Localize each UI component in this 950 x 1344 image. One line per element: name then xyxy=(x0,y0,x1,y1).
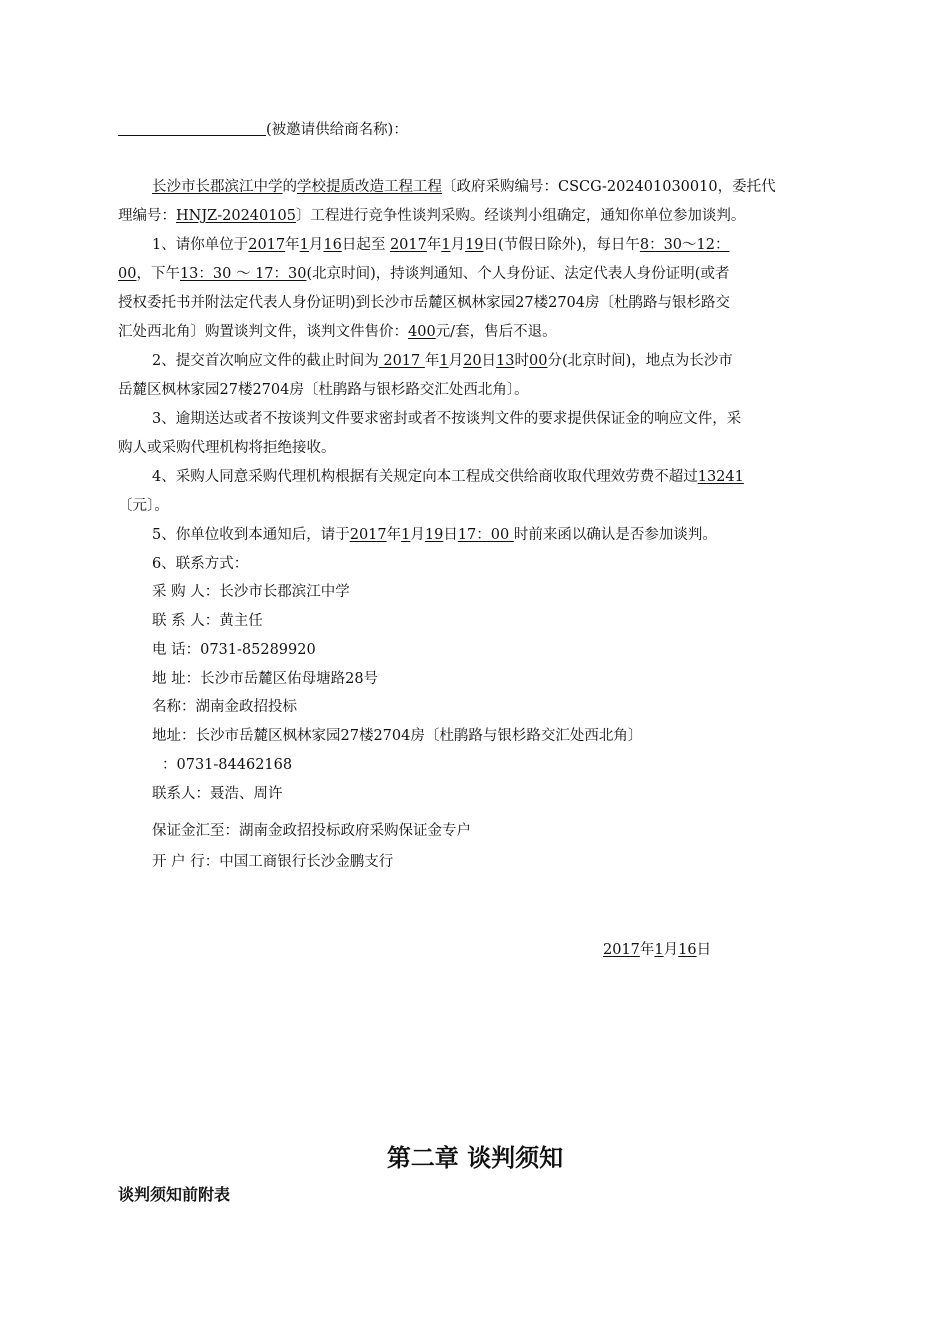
date-month: 1 xyxy=(439,353,449,369)
item-text: 日起至 xyxy=(341,237,390,253)
contact-person: 联 系 人：黄主任 xyxy=(152,613,263,629)
addressee-blank xyxy=(118,121,266,136)
item-text: 月 xyxy=(410,527,425,543)
date-text: 月 xyxy=(663,942,679,958)
contact-purchaser: 采 购 人：长沙市长郡滨江中学 xyxy=(152,584,350,600)
agency-address: 地址：长沙市岳麓区枫林家园27楼2704房〔杜鹃路与银杉路交汇处西北角〕 xyxy=(152,728,643,744)
date-year: 2017 xyxy=(603,942,640,958)
item-text: 日(节假日除外)，每日午 xyxy=(483,237,640,253)
item-text: 1、请你单位于 xyxy=(152,237,249,253)
item6-line: 6、联系方式： xyxy=(152,556,249,572)
time-range: 00 xyxy=(118,266,137,282)
item-text: 月 xyxy=(450,237,466,253)
agency-fee: 13241 xyxy=(697,469,744,485)
item3-line-1: 3、逾期送达或者不按谈判文件要求密封或者不按谈判文件的要求提供保证金的响应文件，采 xyxy=(152,411,742,427)
item-text: 时 xyxy=(514,353,529,369)
item-text: 时前来函以确认是否参加谈判。 xyxy=(513,527,717,543)
time-hour: 13 xyxy=(496,353,515,369)
date-day: 20 xyxy=(463,353,482,369)
date-text: 日 xyxy=(696,942,712,958)
contact-phone: 0731-85289920 xyxy=(200,642,316,658)
item1-line-3: 授权委托书并附法定代表人身份证明)到长沙市岳麓区枫林家园27楼2704房〔杜鹃路与银杉路交 xyxy=(118,295,731,311)
agency-phone: ：0731-84462168 xyxy=(162,757,293,773)
intro-line-2 xyxy=(118,202,838,231)
date-text: 年 xyxy=(639,942,655,958)
item-text: 日 xyxy=(443,527,458,543)
item-text: 汇处西北角〕购置谈判文件，谈判文件售价： xyxy=(118,324,408,340)
agency-number: HNJZ-20240105 xyxy=(176,208,296,224)
agency-contact: 联系人：聂浩、周许 xyxy=(152,786,283,802)
date-month: 1 xyxy=(299,237,309,253)
item-text: 2、提交首次响应文件的截止时间为 xyxy=(152,353,379,369)
item-text: 年 xyxy=(424,353,440,369)
time-range: 13：30 ～ 17：30 xyxy=(179,266,307,282)
item-text: 年 xyxy=(426,237,442,253)
agency-name: 名称：湖南金政招投标 xyxy=(152,699,297,715)
date-day: 19 xyxy=(424,527,444,543)
item-text: 元/套，售后不退。 xyxy=(435,324,557,340)
item4-line-1 xyxy=(152,463,872,492)
item1-line-2 xyxy=(118,260,838,289)
date-day: 16 xyxy=(678,942,697,958)
contact-address: 地 址：长沙市岳麓区佑母塘路28号 xyxy=(152,671,379,687)
section-title: 谈判须知前附表 xyxy=(118,1185,231,1204)
project-name: 学校提质改造工程工程 xyxy=(297,179,442,195)
item1-line-4 xyxy=(118,318,838,347)
addressee-line xyxy=(118,116,838,145)
letter-date xyxy=(603,936,711,965)
item-text: 月 xyxy=(448,353,464,369)
intro-line-1 xyxy=(152,173,872,202)
date-year: 2017 xyxy=(248,237,286,253)
contact-phone-line xyxy=(152,636,872,665)
time-minute: 00 xyxy=(529,353,548,369)
intro-text: 〕工程进行竞争性谈判采购。经谈判小组确定，通知你单位参加谈判。 xyxy=(295,208,746,224)
document-price: 400 xyxy=(408,324,436,340)
time-range: 8：30～12： xyxy=(639,237,730,253)
date-month: 1 xyxy=(654,942,664,958)
date-year: 2017 xyxy=(349,527,387,543)
deposit-account: 保证金汇至：湖南金政招投标政府采购保证金专户 xyxy=(152,823,471,839)
date-year: 2017 xyxy=(389,237,427,253)
item-text: (北京时间)，持谈判通知、个人身份证、法定代表人身份证明(或者 xyxy=(306,266,730,282)
item-text: 分(北京时间)，地点为长沙市 xyxy=(547,353,733,369)
item2-line-1 xyxy=(152,347,872,376)
date-year: 2017 xyxy=(378,353,425,369)
addressee-suffix: (被邀请供给商名称)： xyxy=(266,122,408,138)
item-text: 5、你单位收到本通知后，请于 xyxy=(152,527,350,543)
item2-line-2: 岳麓区枫林家园27楼2704房〔杜鹃路与银杉路交汇处西北角〕。 xyxy=(118,382,529,398)
item-text: 日 xyxy=(481,353,497,369)
intro-text: 〔政府采购编号：CSCG-202401030010，委托代 xyxy=(442,179,776,195)
time-value: 17：00 xyxy=(457,527,514,543)
date-day: 16 xyxy=(323,237,342,253)
item5-line xyxy=(152,521,872,550)
item-text: 年 xyxy=(386,527,402,543)
item4-line-2: 〔元〕。 xyxy=(118,498,169,514)
intro-text: 理编号： xyxy=(118,208,176,224)
item1-line-1 xyxy=(152,231,872,260)
contact-phone-label: 电 话： xyxy=(152,642,201,658)
purchaser-name: 长沙市长郡滨江中学 xyxy=(152,179,283,195)
item-text: ，下午 xyxy=(136,266,180,282)
deposit-bank: 开 户 行：中国工商银行长沙金鹏支行 xyxy=(152,854,394,870)
item-text: 月 xyxy=(308,237,324,253)
chapter-title: 第二章 谈判须知 xyxy=(386,1144,564,1172)
intro-text: 的 xyxy=(282,179,297,195)
date-month: 1 xyxy=(441,237,451,253)
item3-line-2: 购人或采购代理机构将拒绝接收。 xyxy=(118,440,336,456)
item-text: 4、采购人同意采购代理机构根据有关规定向本工程成交供给商收取代理效劳费不超过 xyxy=(152,469,698,485)
item-text: 年 xyxy=(285,237,300,253)
date-day: 19 xyxy=(465,237,484,253)
date-month: 1 xyxy=(401,527,411,543)
